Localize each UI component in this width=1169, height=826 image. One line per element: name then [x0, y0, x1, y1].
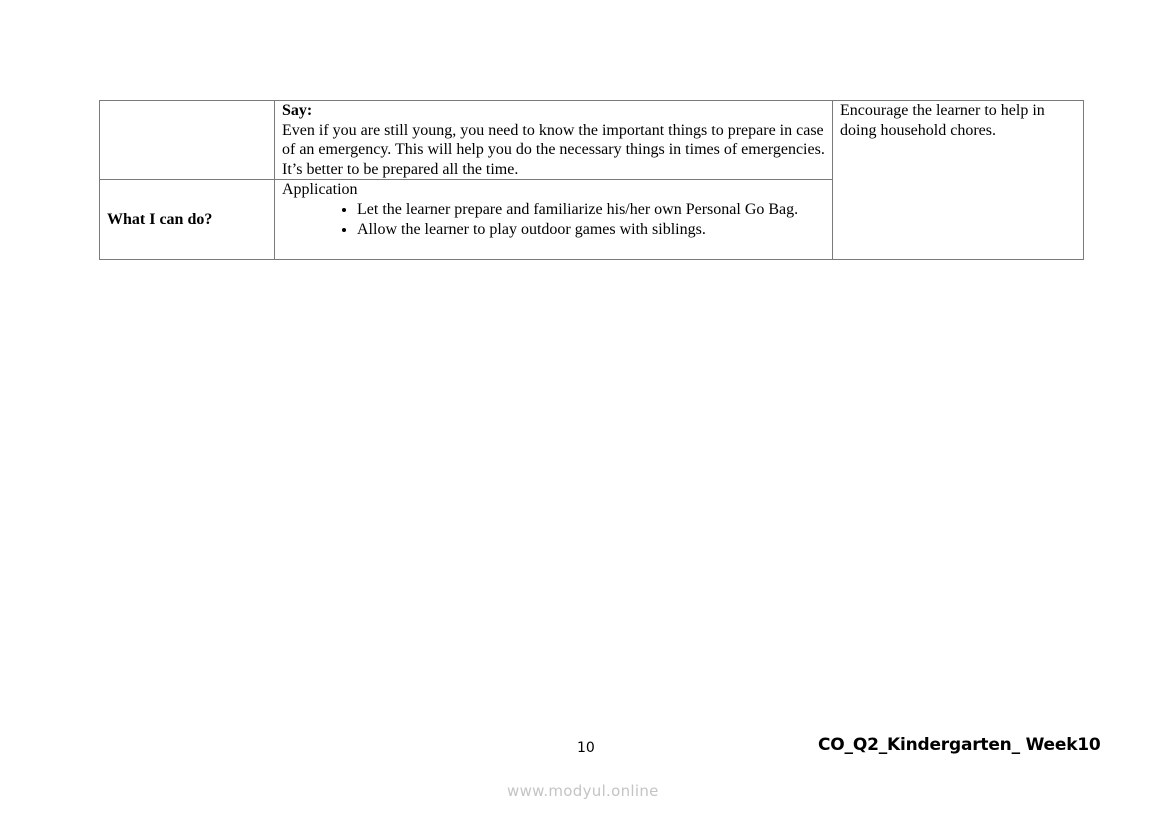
- say-text: Even if you are still young, you need to know the important things to prepare in case of an emergency. This will help you do the necessary things in times of emergencies. It’s better to be prepared all the time.: [282, 121, 825, 178]
- application-list: [282, 200, 825, 240]
- list-item: • Let the learner prepare and familiarize his/her own Personal Go Bag.: [357, 200, 825, 220]
- application-heading: Application: [282, 181, 358, 198]
- document-code: CO_Q2_Kindergarten_ Week10: [818, 735, 1101, 755]
- phase-cell-empty: [100, 101, 275, 180]
- say-heading: Say:: [282, 102, 313, 119]
- lesson-plan-table: [99, 100, 1084, 260]
- phase-cell: [100, 180, 275, 260]
- application-cell: [275, 180, 833, 260]
- parent-note-text: Encourage the learner to help in doing household chores.: [840, 102, 1045, 139]
- watermark: www.modyul.online: [507, 782, 659, 800]
- phase-label: What I can do?: [107, 210, 213, 228]
- say-cell: [275, 101, 833, 180]
- parent-note-cell: [833, 101, 1084, 260]
- page-number: 10: [577, 740, 595, 756]
- list-item: • Allow the learner to play outdoor games with siblings.: [357, 220, 825, 240]
- table-row: [100, 101, 1084, 180]
